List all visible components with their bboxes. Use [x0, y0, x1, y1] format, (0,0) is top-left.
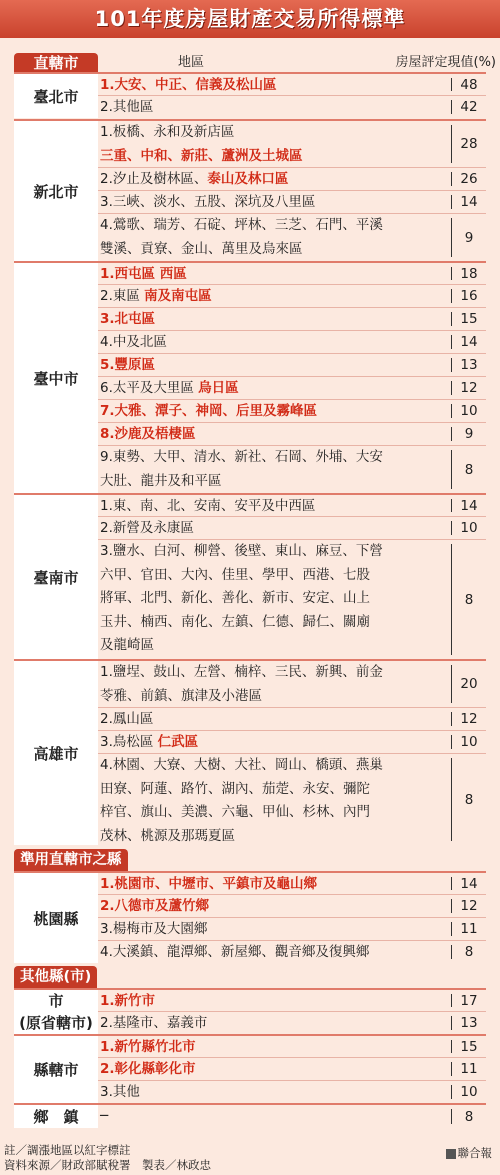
city-name: 縣轄市 [14, 1034, 98, 1103]
area-text: 3.楊梅市及大園鄉 [100, 921, 208, 937]
area-text: 1.鹽埕、鼓山、左營、楠梓、三民、新興、前金 [100, 664, 383, 680]
area-text: 2.其他區 [100, 99, 154, 115]
value-cell: 10 [451, 521, 486, 535]
value-cell: 12 [451, 712, 486, 726]
table-row [98, 119, 486, 167]
area-text: 大肚、龍井及和平區 [100, 472, 222, 489]
value-cell: 10 [451, 1085, 486, 1099]
area-text: 將軍、北門、新化、善化、新市、安定、山上 [100, 590, 370, 606]
city-name: 桃園縣 [14, 871, 98, 963]
footer-note: 註／調漲地區以紅字標註 [4, 1143, 131, 1157]
area-text: 1.桃園市、中壢市、平鎮市及龜山鄉 [100, 876, 318, 892]
area-text: 2.八德市及蘆竹鄉 [100, 898, 210, 914]
area-text: 3.其他 [100, 1084, 140, 1100]
table-row [98, 1080, 486, 1103]
value-cell: 15 [451, 312, 486, 326]
city-name: 臺北市 [14, 72, 98, 118]
area-text: 2.汐止及樹林區、 [100, 171, 208, 187]
area-text: 3.鳥松區 [100, 734, 158, 750]
area-text: 1.板橋、永和及新店區 [100, 124, 235, 140]
city-name: 鄉 鎮 [14, 1103, 98, 1128]
table-row [98, 894, 486, 917]
area-text: 梓官、旗山、美濃、六龜、甲仙、杉林、內門 [100, 804, 370, 820]
table-row [98, 707, 486, 730]
table-row [98, 445, 486, 493]
brand-name: 聯合報 [457, 1146, 492, 1160]
value-cell: 14 [451, 335, 486, 349]
city-name-line: 市 [48, 992, 64, 1010]
table-row [98, 353, 486, 376]
value-cell: 13 [451, 1016, 486, 1030]
area-text: 2.彰化縣彰化市 [100, 1061, 196, 1077]
table-row [98, 167, 486, 190]
area-text: 4.大溪鎮、龍潭鄉、新屋鄉、觀音鄉及復興鄉 [100, 944, 370, 960]
value-cell: 20 [451, 665, 486, 703]
value-cell: 28 [451, 125, 486, 163]
section-kaohsiung [14, 659, 486, 845]
area-column-header: 地區 [178, 55, 205, 70]
value-cell: 11 [451, 1062, 486, 1076]
area-text: 2.鳳山區 [100, 711, 154, 727]
area-text: 2.新營及永康區 [100, 520, 194, 536]
value-cell: 16 [451, 289, 486, 303]
table-row [98, 1034, 486, 1057]
area-text: 5.豐原區 [100, 357, 156, 373]
area-text: 六甲、官田、大內、佳里、學甲、西港、七股 [100, 566, 370, 583]
table-row [98, 399, 486, 422]
area-text: 茂林、桃源及那瑪夏區 [100, 827, 235, 844]
area-text: 田寮、阿蓮、路竹、湖內、茄萣、永安、彌陀 [100, 780, 370, 797]
value-cell: 26 [451, 172, 486, 186]
value-cell: 42 [451, 100, 486, 114]
area-text: 4.林園、大寮、大樹、大社、岡山、橋頭、燕巢 [100, 757, 383, 773]
table-row [98, 213, 486, 261]
value-cell: 18 [451, 267, 486, 280]
table-row [98, 284, 486, 307]
value-cell: 9 [451, 218, 486, 257]
table-row [98, 1103, 486, 1128]
area-text: 9.東勢、大甲、清水、新社、石岡、外埔、大安 [100, 449, 383, 465]
table-row [98, 940, 486, 963]
value-cell: 12 [451, 381, 486, 395]
table-row [98, 95, 486, 118]
value-column-header: 房屋評定現值(%) [395, 55, 496, 70]
value-cell: 13 [451, 358, 486, 372]
table-row [98, 871, 486, 894]
area-text: 2.基隆市、嘉義市 [100, 1015, 208, 1031]
value-cell: 14 [451, 877, 486, 890]
subhead-other-counties: 其他縣(市) [14, 966, 97, 988]
section-taoyuan [14, 871, 486, 963]
value-cell: 48 [451, 78, 486, 91]
city-name: 新北市 [14, 119, 98, 261]
table-row [98, 988, 486, 1011]
value-cell: 10 [451, 404, 486, 418]
value-cell: 14 [451, 195, 486, 209]
area-text-raised: 泰山及林口區 [207, 171, 289, 187]
area-text: 1.大安、中正、信義及松山區 [100, 77, 277, 93]
area-text-raised: 烏日區 [198, 380, 239, 396]
value-cell: 12 [451, 899, 486, 913]
area-text: 4.鶯歌、瑞芳、石碇、坪林、三芝、石門、平溪 [100, 217, 383, 233]
area-text: 玉井、楠西、南化、左鎮、仁德、歸仁、關廟 [100, 613, 370, 630]
page-title: 101年度房屋財產交易所得標準 [0, 0, 500, 38]
value-cell: 8 [451, 945, 486, 959]
value-cell: 9 [451, 427, 486, 441]
tab-municipality: 直轄市 [14, 53, 98, 73]
table-row [98, 261, 486, 284]
section-taipei [14, 72, 486, 118]
value-cell: 8 [451, 758, 486, 841]
value-cell: 10 [451, 735, 486, 749]
table-row [98, 72, 486, 95]
table-row [98, 1057, 486, 1080]
area-text: 3.三峽、淡水、五股、深坑及八里區 [100, 194, 316, 210]
area-text: 7.大雅、潭子、神岡、后里及霧峰區 [100, 403, 318, 419]
area-text: 4.中及北區 [100, 334, 167, 350]
city-name: 高雄市 [14, 659, 98, 845]
section-county-cities [14, 1034, 486, 1103]
table-row [98, 190, 486, 213]
area-text: ─ [100, 1108, 109, 1124]
city-name-line: (原省轄市) [19, 1014, 93, 1032]
table-row [98, 539, 486, 659]
area-text: 1.西屯區 西區 [100, 266, 187, 282]
area-text: 1.新竹縣竹北市 [100, 1039, 196, 1055]
footer-source: 資料來源／財政部賦稅署 製表／林政忠 [4, 1158, 211, 1172]
table-row [98, 376, 486, 399]
brand [446, 1145, 493, 1161]
table-row [98, 307, 486, 330]
subhead-quasi-municipality: 準用直轄市之縣 [14, 849, 128, 871]
value-cell: 11 [451, 922, 486, 936]
area-text: 1.新竹市 [100, 993, 156, 1009]
area-text: 及龍崎區 [100, 637, 154, 653]
table-row [98, 1011, 486, 1034]
brand-square-icon [446, 1149, 456, 1159]
area-text: 6.太平及大里區 [100, 380, 199, 396]
city-name [14, 988, 98, 1034]
value-cell: 8 [451, 1109, 486, 1124]
area-text: 3.鹽水、白河、柳營、後壁、東山、麻豆、下營 [100, 543, 383, 559]
section-towns [14, 1103, 486, 1128]
area-text: 雙溪、貢寮、金山、萬里及烏來區 [100, 240, 303, 257]
area-text: 1.東、南、北、安南、安平及中西區 [100, 498, 316, 514]
section-provincial-cities [14, 988, 486, 1034]
section-taichung [14, 261, 486, 493]
table-row [98, 917, 486, 940]
area-text: 2.東區 [100, 288, 145, 304]
area-text: 8.沙鹿及梧棲區 [100, 426, 196, 442]
area-text-raised: 三重、中和、新莊、蘆洲及土城區 [100, 147, 303, 164]
table-row [98, 516, 486, 539]
value-cell: 15 [451, 1040, 486, 1053]
city-name: 臺南市 [14, 493, 98, 659]
footer-notes [4, 1143, 211, 1173]
area-text: 3.北屯區 [100, 311, 156, 327]
section-tainan [14, 493, 486, 659]
table-row [98, 330, 486, 353]
value-cell: 14 [451, 499, 486, 512]
table-row [98, 493, 486, 516]
value-cell: 8 [451, 450, 486, 489]
area-text-raised: 仁武區 [157, 734, 199, 750]
city-name: 臺中市 [14, 261, 98, 493]
value-cell: 8 [451, 544, 486, 655]
value-cell: 17 [451, 994, 486, 1007]
area-text: 苓雅、前鎮、旗津及小港區 [100, 687, 262, 704]
section-new-taipei [14, 119, 486, 261]
table-header [0, 38, 500, 72]
table-row [98, 730, 486, 753]
table-row [98, 422, 486, 445]
table-row [98, 659, 486, 707]
table-row [98, 753, 486, 845]
area-text-raised: 南及南屯區 [144, 288, 212, 304]
